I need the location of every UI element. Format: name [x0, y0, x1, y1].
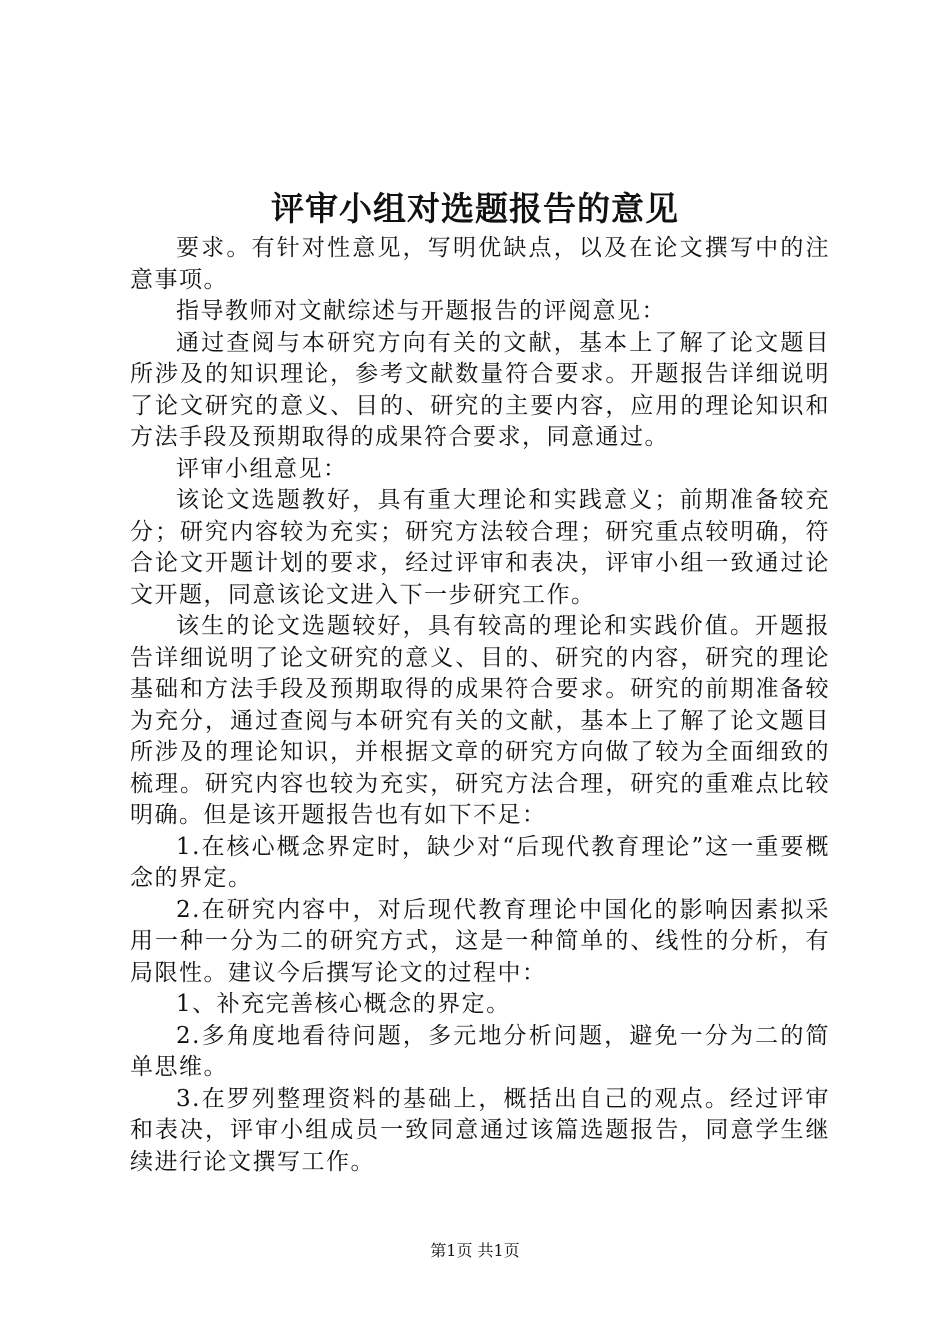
paragraph-shortcoming-2: 2.在研究内容中，对后现代教育理论中国化的影响因素拟采用一种一分为二的研究方式，这是一种简单的、线性的分析，有局限性。建议今后撰写论文的过程中：	[130, 896, 830, 986]
paragraph-advisor-opinion: 通过查阅与本研究方向有关的文献，基本上了解了论文题目所涉及的知识理论，参考文献数量符合要求。开题报告详细说明了论文研究的意义、目的、研究的主要内容，应用的理论知识和方法手段及预期取得的成果符合要求，同意通过。	[130, 329, 830, 450]
paragraph-detailed-review: 该生的论文选题较好，具有较高的理论和实践价值。开题报告详细说明了论文研究的意义、目的、研究的内容，研究的理论基础和方法手段及预期取得的成果符合要求。研究的前期准备较为充分，通过查阅与本研究有关的文献，基本上了解了论文题目所涉及的理论知识，并根据文章的研究方向做了较为全面细致的梳理。研究内容也较为充实，研究方法合理，研究的重难点比较明确。但是该开题报告也有如下不足：	[130, 613, 830, 828]
paragraph-suggestion-3: 3.在罗列整理资料的基础上，概括出自己的观点。经过评审和表决，评审小组成员一致同意通过该篇选题报告，同意学生继续进行论文撰写工作。	[130, 1085, 830, 1175]
document-title: 评审小组对选题报告的意见	[271, 189, 679, 228]
document-body	[130, 233, 830, 1178]
paragraph-advisor-heading: 指导教师对文献综述与开题报告的评阅意见：	[176, 298, 666, 324]
paragraph-panel-heading: 评审小组意见：	[176, 455, 348, 482]
paragraph-panel-opinion: 该论文选题教好，具有重大理论和实践意义；前期准备较充分；研究内容较为充实；研究方法较合理；研究重点较明确，符合论文开题计划的要求，经过评审和表决，评审小组一致通过论文开题，同意该论文进入下一步研究工作。	[130, 487, 830, 608]
paragraph-suggestion-2: 2.多角度地看待问题，多元地分析问题，避免一分为二的简单思维。	[130, 1022, 830, 1080]
page-number-footer: 第1页 共1页	[430, 1241, 520, 1260]
paragraph-shortcoming-1: 1.在核心概念界定时，缺少对“后现代教育理论”这一重要概念的界定。	[130, 833, 830, 891]
paragraph-suggestion-1: 1、补充完善核心概念的界定。	[176, 991, 511, 1017]
paragraph-requirements: 要求。有针对性意见，写明优缺点，以及在论文撰写中的注意事项。	[130, 235, 830, 293]
